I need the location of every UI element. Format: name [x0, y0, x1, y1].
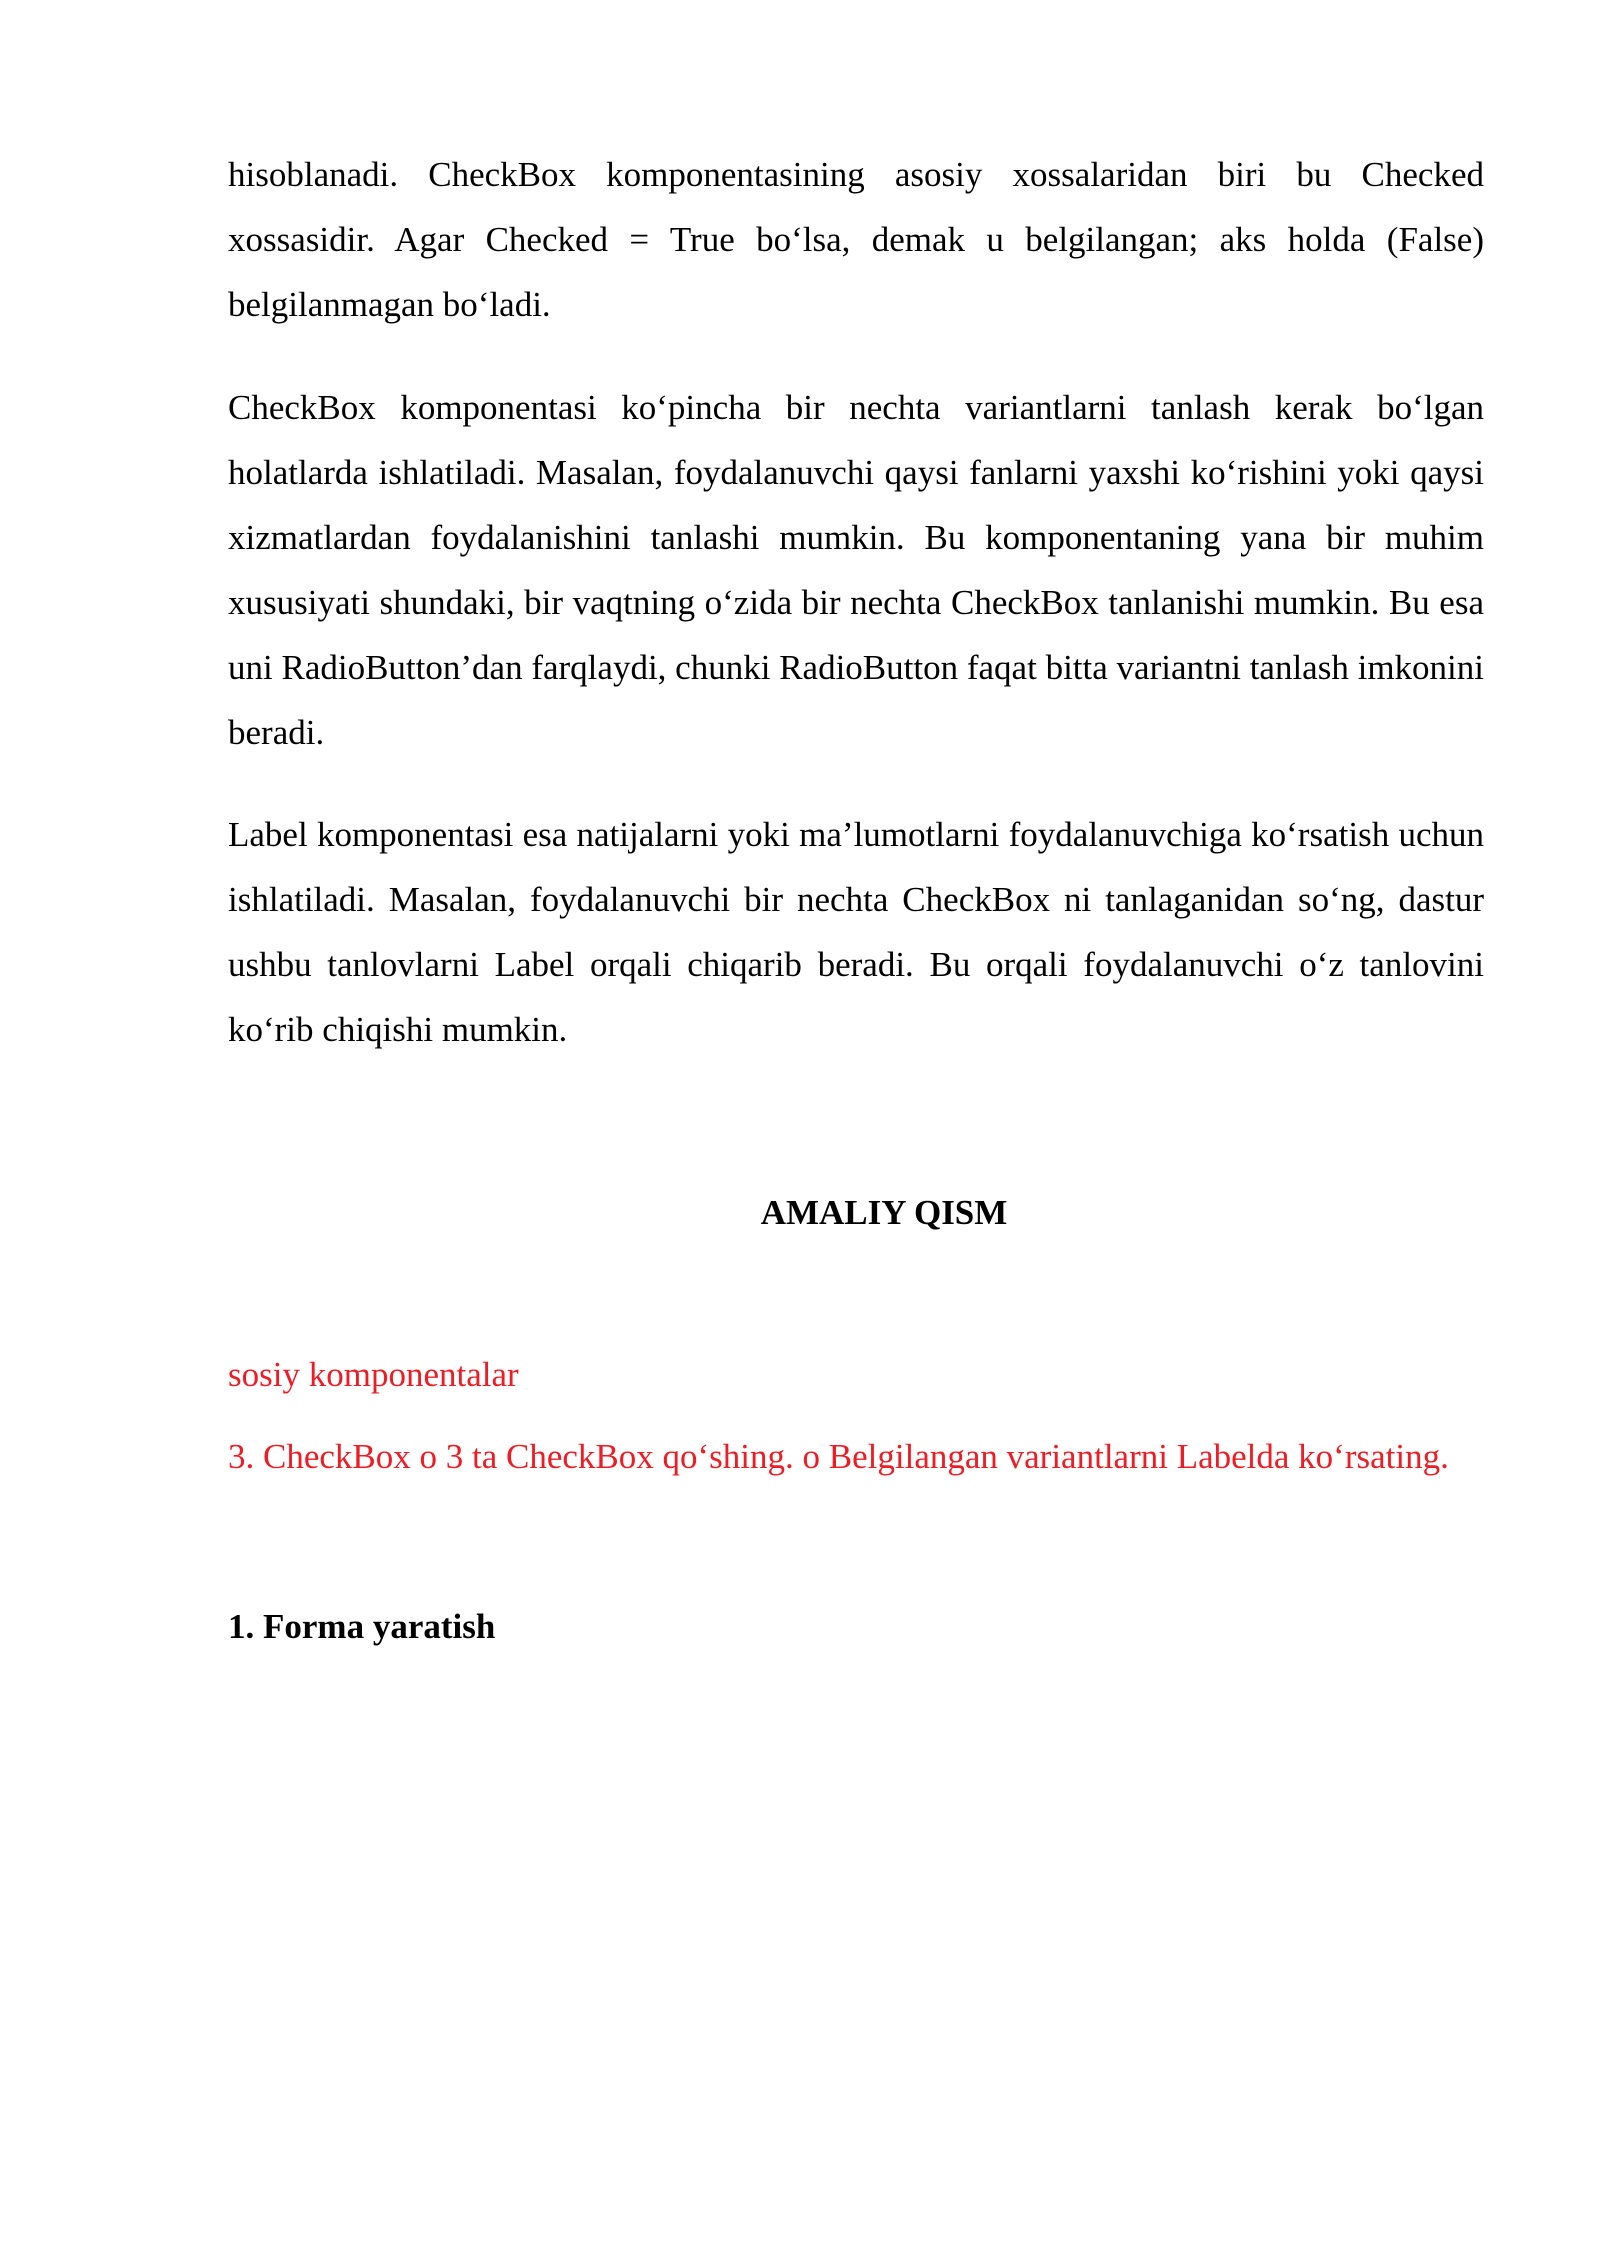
paragraph-checkbox-usage: CheckBox komponentasi ko‘pincha bir nechta variantlarni tanlash kerak bo‘lgan holatlarda ishlatiladi. Masalan, foydalanuvchi qaysi fanlarni yaxshi ko‘rishini yoki qaysi xizmatlardan foydalanishini tanlashi mumkin. Bu komponentaning yana bir muhim xususiyati shundaki, bir vaqtning o‘zida bir nechta CheckBox tanlanishi mumkin. Bu esa uni RadioButton’dan farqlaydi, chunki RadioButton faqat bitta variantni tanlash imkonini beradi.: [228, 388, 1484, 752]
section-heading: AMALIY QISM: [760, 1193, 1008, 1232]
red-section-title: sosiy komponentalar: [228, 1355, 519, 1394]
red-task-text: 3. CheckBox o 3 ta CheckBox qo‘shing. o Belgilangan variantlarni Labelda ko‘rsating.: [228, 1437, 1449, 1476]
paragraph-label-component: Label komponentasi esa natijalarni yoki ma’lumotlarni foydalanuvchiga ko‘rsatish uchun ishlatiladi. Masalan, foydalanuvchi bir nechta CheckBox ni tanlaganidan so‘ng, dastur ushbu tanlovlarni Label orqali chiqarib beradi. Bu orqali foydalanuvchi o‘z tanlovini ko‘rib chiqishi mumkin.: [228, 815, 1484, 1049]
subheading-forma-yaratish: 1. Forma yaratish: [228, 1607, 496, 1646]
paragraph-checked-property: hisoblanadi. CheckBox komponentasining asosiy xossalaridan biri bu Checked xossasidir. Agar Checked = True bo‘lsa, demak u belgilangan; aks holda (False) belgilanmagan bo‘ladi.: [228, 155, 1484, 324]
